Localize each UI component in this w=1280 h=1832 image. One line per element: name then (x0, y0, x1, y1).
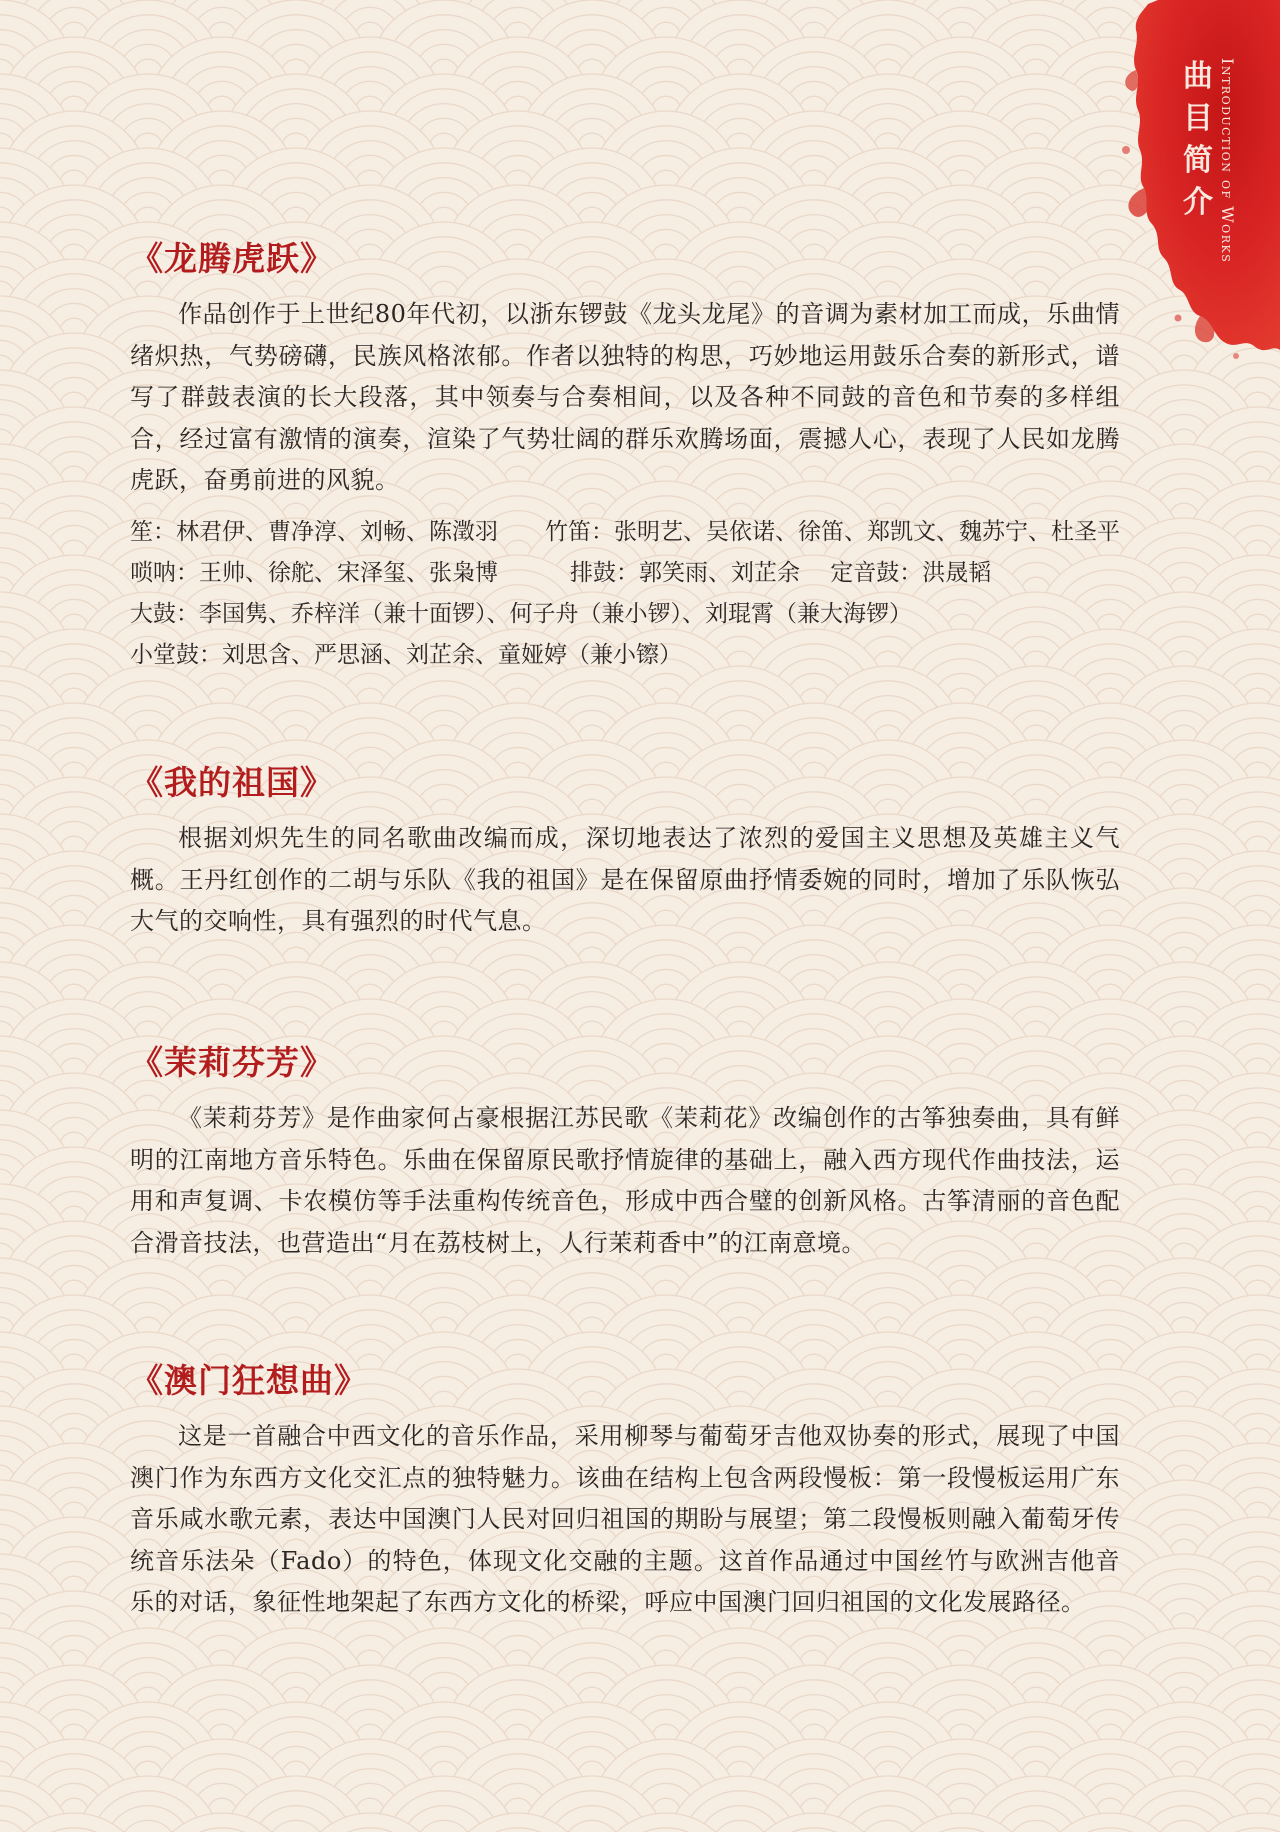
credit-row (130, 512, 1120, 553)
work-title: 《龙腾虎跃》 (130, 239, 334, 278)
corner-title-cn (1176, 56, 1220, 224)
work-section-wode-zuguo (130, 760, 1120, 943)
work-section-moli-fenfang (130, 1040, 1120, 1264)
credit-suona: 唢呐：王帅、徐舵、宋泽玺、张枭博 (130, 559, 498, 586)
work-title: 《我的祖国》 (130, 763, 334, 802)
performer-credits (130, 512, 1120, 676)
corner-title-char: 简 (1183, 143, 1213, 178)
work-description: 根据刘炽先生的同名歌曲改编而成，深切地表达了浓烈的爱国主义思想及英雄主义气概。王丹红创作的二胡与乐队《我的祖国》是在保留原曲抒情委婉的同时，增加了乐队恢弘大气的交响性，具有强烈的时代气息。 (130, 824, 1120, 935)
corner-title-char: 曲 (1183, 59, 1213, 94)
work-description: 作品创作于上世纪80年代初，以浙东锣鼓《龙头龙尾》的音调为素材加工而成，乐曲情绪炽热，气势磅礴，民族风格浓郁。作者以独特的构思，巧妙地运用鼓乐合奏的新形式，谱写了群鼓表演的长大段落，其中领奏与合奏相间，以及各种不同鼓的音色和节奏的多样组合，经过富有激情的演奏，渲染了气势壮阔的群乐欢腾场面，震撼人心，表现了人民如龙腾虎跃，奋勇前进的风貌。 (130, 300, 1120, 494)
corner-title-char: 介 (1183, 185, 1213, 220)
work-description: 《茉莉芬芳》是作曲家何占豪根据江苏民歌《茉莉花》改编创作的古筝独奏曲，具有鲜明的江南地方音乐特色。乐曲在保留原民歌抒情旋律的基础上，融入西方现代作曲技法，运用和声复调、卡农模仿等手法重构传统音色，形成中西合璧的创新风格。古筝清丽的音色配合滑音技法，也营造出“月在荔枝树上，人行茉莉香中”的江南意境。 (130, 1104, 1120, 1257)
work-section-aomen-kuangxiangqu (130, 1358, 1120, 1624)
credit-row (130, 635, 1120, 676)
corner-title-char: 目 (1183, 101, 1213, 136)
credit-dagu: 大鼓：李国隽、乔梓洋（兼十面锣）、何子舟（兼小锣）、刘琨霄（兼大海锣） (130, 600, 912, 627)
credit-xiaotanggu: 小堂鼓：刘思含、严思涵、刘芷余、童娅婷（兼小镲） (130, 641, 682, 668)
credit-sheng: 笙：林君伊、曹净淳、刘畅、陈澂羽 (130, 518, 498, 545)
credit-paigu-timpani: 排鼓：郭笑雨、刘芷余 定音鼓：洪晟韬 (570, 559, 992, 586)
credit-dizi: 竹笛：张明艺、吴依诺、徐笛、郑凯文、魏苏宁、杜圣平 (545, 518, 1120, 545)
work-section-longteng-huyue (130, 236, 1120, 676)
credit-row (130, 594, 1120, 635)
corner-title-en: Introduction of Works (1218, 58, 1237, 264)
credit-row (130, 553, 1120, 594)
work-title: 《澳门狂想曲》 (130, 1361, 368, 1400)
work-description: 这是一首融合中西文化的音乐作品，采用柳琴与葡萄牙吉他双协奏的形式，展现了中国澳门作为东西方文化交汇点的独特魅力。该曲在结构上包含两段慢板：第一段慢板运用广东音乐咸水歌元素，表达中国澳门人民对回归祖国的期盼与展望；第二段慢板则融入葡萄牙传统音乐法朵（Fado）的特色，体现文化交融的主题。这首作品通过中国丝竹与欧洲吉他音乐的对话，象征性地架起了东西方文化的桥梁，呼应中国澳门回归祖国的文化发展路径。 (130, 1422, 1120, 1616)
work-title: 《茉莉芬芳》 (130, 1043, 334, 1082)
